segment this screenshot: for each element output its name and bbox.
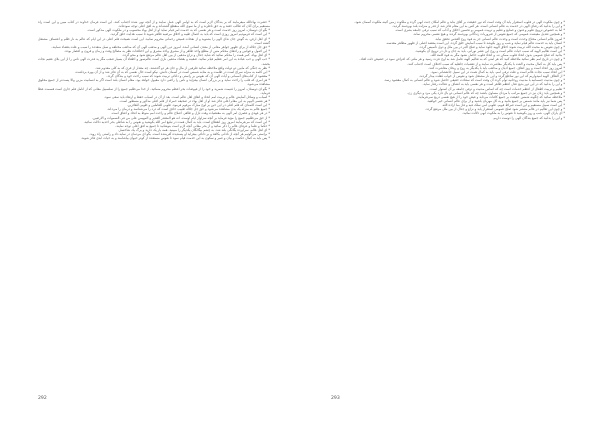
paragraph: * و این را بدانید که رضای الهی در خدمت به عالم انسانی است. هر کس به این مقام فائز شد از قدر و منزلت بلند بهره‌مند گردید. (392, 24, 565, 29)
left-page-number: 292 (38, 396, 47, 401)
right-page (300, 0, 600, 424)
paragraph: * این است که فرمودیم امروز روزی است که باید به اعمال طیبه و اخلاق مرضیه ظاهر شوید تا سبب هدایت خلق گردید. (110, 32, 270, 37)
paragraph: * این کلمه به منزله سراج است در ظلمت و به مثابه شمس است در آسمان دانش. نیکو است حال نفسی که به آن فائز شد و از آن بهره برداشت. (74, 69, 270, 74)
paragraph: * نظر به جنگی که مابین دو دولت واقع ملاحظه نمائید طرفین از مال و جان هر دو گذشتند. چه مقدار از قری که به کلی معدوم شد. (95, 65, 270, 70)
paragraph: * بگو ای دوستان، امروز را غنیمت شمرید و خود را از فیوضات بحر اعظم محروم منمائید. از خدا می‌طلبم جمیع را از سلسبیل معانی که از انامل قلم جاری است قسمت عطا فرماید. (38, 86, 270, 95)
paragraph: * این است سبیل مستقیم و این است صراط قویم. طوبی لمن سلک فیه و فاز بما اراده الله. (441, 103, 565, 108)
paragraph: * این است که می‌فرمایند امروز روز انقطاع است. باید به کمال همت در تبلیغ امر الله بکوشید و نفوس را به شاطی بحر احدیه دلالت نمائید. (83, 119, 270, 124)
paragraph: * حب الهی و حب عباده به این امر عظیم قیام نمائید. ضغینه و بغضاء مذهبی ناری است عالم‌سوز و اطفاء آن بسیار صعب مگر ید قدرت الهی ناس را از این بلای عقیم نجات بخشد. (38, 57, 270, 66)
paragraph: * از حق می‌طلبیم جمیع را مؤید فرماید بر آنچه سزاوار ایام اوست. انه هو المقتدر القدیر و المهیمن علی من فی السموات و الارضین. (91, 115, 270, 120)
paragraph: * ای اهل ارض، به گوش جان ندای الهی را بشنوید و از نفحات قمیص رحمانی محروم نمانید. این است نصیحت قلم اعلی در این ایام که عالم به نار ظلم و اعتساف مشتعل گشته است. (38, 36, 270, 45)
paragraph: * حق جل جلاله از برای ظهور جواهر معانی از معدن انسانی آمده. امروز دین الهی و مذهب الهی آن که مذاهب مختلفه و سبل متعدده را سبب و علت بغضاء ننمایند. (51, 44, 270, 49)
paragraph: * و چون در تاریخ امم نظر نمائید ملاحظه کنید که هر امتی که به تعالیم الهیه عامل شد به اوج عزت رسید و هر ملتی که اعراض نمود در حضیض ذلت افتاد. (359, 57, 565, 62)
paragraph: * هر نفسی الیوم به این مقام اعلی فائز شد او از اهل بهاء در صحیفه حمراء از قلم اعلی مذکور و مسطور است. (119, 98, 270, 103)
paragraph: * پس باید کل به کمال محبت و الفت با یکدیگر معاشرت نمایند و از تعصبات جاهلیه که سبب اختلاف است اجتناب کنند. (407, 61, 565, 66)
paragraph: * پس باید به کمال حکمت و بیان و صبر و سکون به این خدمت قیام نمود تا نفوس مستعده از کوثر حیوان بیاشامند و به حیات ابدی فائز شوند. (80, 136, 270, 141)
paragraph: * ای اهل عالم، سراپرده یگانگی بلند شد. به چشم بیگانگان یکدیگر را مبینید. همه بار یک دارید و برگ یک شاخسار. (117, 128, 270, 133)
paragraph: * اسباب و وسائل آسایش عالم و تربیت امم اتحاد و اتفاق اهل عالم است. بعد از آن در اسباب حفظ و ارتقاء باید سعی نمود. (103, 94, 270, 99)
paragraph: * اما به خصوص ترویج علوم و فنون و صنایع و تعلیم و تربیت عمومی و تحسین اخلاق و آداب که سبب ترقی جامعه بشری است. (394, 28, 565, 33)
paragraph: * ملاحظه نمائید که چگونه شمس حقیقت بر جمیع کائنات می‌تابد و فیض خود را از هیچ نفسی دریغ نمی‌فرماید. (417, 94, 565, 99)
paragraph: * و همچنین باید زنان نیز در جمیع مراتب با مردان مساوی باشند چه که عالم انسانی دو بال دارد یکی مرد و دیگری زن. (406, 90, 565, 95)
paragraph: * این اتحاد سبب نجات عالم است و علت ترقی امم. باید به کمال همت در این سبیل جانفشانی نمود. (430, 69, 565, 74)
paragraph: * حکما و علما و عرفای عالم را ذکر نمائید و از بحر معانی آنچه لازم است بنوشانید تا جمیع به افق اعلی توجه نمایند. (115, 123, 270, 128)
paragraph: * و چون مدنیت جسمانیه با مدنیت روحانیه توأم گردد آن وقت است که سعادت حقیقی حاصل شود و عالم انسانی به کمال مقصود رسد. (383, 78, 565, 83)
paragraph: * پس شما نیز باید مانند شمس بر جمیع بتابید و به کل مهربان باشید و از برای عالم انسانی خیر خواهید. (426, 98, 565, 103)
paragraph: * و چون ملکوت الهی در قلوب استقرار یابد آن وقت است که نور حقیقت بر آفاق بتابد و عالم امکان جنت ابهی گردد و ملکوت زمین آئینه ملکوت آسمان شود. (354, 20, 565, 24)
paragraph: * انسان باید به خدمت عالم قیام نماید و شب و روز بکوشد تا سبب آسایش خلق گردد. این است مقصد اصلی از ظهور مظاهر مقدسه. (385, 40, 565, 45)
paragraph: * و همچنین تعدیل معیشت عمومی که جمیع نفوس از ضروریات زندگانی بهره‌مند گردند و هیچ نفسی محروم نماند. (412, 32, 565, 37)
paragraph: * و چون نفوس به محبت الله تربیت شوند اخلاق الهیه جلوه نماید و صلح اکبر در بین ملل و دول تأسیس گردد. (418, 44, 565, 49)
paragraph: * امروز عالم انسانی محتاج وحدت است و وحدت عالم انسانی جز به قوه روح القدس تحقق نیابد. (434, 36, 565, 41)
paragraph: * ای یاران الهی، شب و روز بکوشید تا نفوس را به ملکوت ابهی دلالت نمائید. (462, 111, 565, 116)
paragraph: * حضرت بهاءالله میفرمایند که بر بندگان لازم است که به اوامر الهی عمل نمایند و از آنچه نهی شده اجتناب کنند. این است فرمان خداوند در کتاب مبین و این است راه مستقیم برای آنان که طالب حقند و به حق ناظرند و از ما سوی الله منقطع گشته‌اند و به افق اعلی توجه نموده‌اند. (38, 20, 270, 29)
left-page-text-column (38, 20, 270, 386)
paragraph: * جمیع عالم به منزله یک بدن مشاهده می‌شود و حق جل جلاله طبیب حاذق است که درد را می‌شناسد و درمان را می‌داند. (106, 107, 270, 112)
paragraph: * مقصود از کتاب‌های آسمانی و آیات الهی آن که نفوس بر راستی و دانائی تربیت شوند که سبب راحت خود و بندگان گردد. (106, 74, 270, 79)
paragraph: * براستی می‌گوئیم هر آنچه از نادانی بکاهد و بر دانائی بیفزاید او پسندیده آفریننده است. بگو ای مردمان در سایه داد و راستی راه روید. (89, 132, 270, 137)
paragraph: * ای اهل بهاء، کمر همت را محکم نمائید که شاید جدال و نزاع مذهبی از بین اهل عالم مرتفع شود و محو گردد. (121, 53, 270, 58)
right-page-number: 293 (331, 396, 340, 401)
paragraph: * این است تعالیم الهیه که سبب حیات عالم است و روح این عصر نورانی. باید به جان و دل در ترویج آن بکوشید. (415, 49, 565, 54)
paragraph: * امروز روز اتحاد است و روز اتفاق. جمیع ادیان و مذاهب باید با یکدیگر به روح و ریحان معاشرت کنند. (428, 65, 565, 70)
paragraph: * هر امری که قلب را راحت نماید و بر بزرگی انسان بیفزاید و ناس را راضی دارد مقبول خواهد بود. مقام انسان بلند است اگر به انسانیت مزین والا پست‌تر از جمیع مخلوق مشاهده می‌شود. (38, 78, 270, 87)
paragraph: * تعلیم و تربیت اطفال از اعظم خدمات است چه که اساس مدنیت و ترقی جامعه بر آن استوار است. (429, 86, 565, 91)
paragraph: * و چون این تعالیم در عالم منتشر شود صلح عمومی استقرار یابد و نزاع و جدال از بین ملل مرتفع گردد. (425, 107, 565, 112)
paragraph: * این است کلمه‌ای که قلم اعلی در این حین بر لوح مبارک مرقوم فرمود. طوبی للعاملین و طوبی للفائزین. (126, 103, 270, 108)
paragraph: * در هر عهدی و عصری امر الهی به مقتضیات وقت نازل و ظاهر. اصلاح عالم و راحت امم منوط به اتحاد و اتفاق است. (110, 111, 270, 116)
paragraph: * و این را بدانید که در این دور بدیع عدل اعظم ظاهر است و هر نفسی باید به انصاف و عدالت رفتار نماید. (422, 82, 565, 87)
paragraph: * بگو ای دوستان، امروز روز خدمت است و هر نفسی که به خدمت امر قیام نماید او از اهل بهاء محسوب و در ملکوت الهی مذکور است. (87, 28, 270, 33)
paragraph: * از الطاف الهیه امیدواریم که این نور ساطع گردد و این نار مشتعل شود و نفوس از خواب غفلت بیدار گردند. (418, 74, 565, 79)
paragraph: * این اصول و قوانین و راه‌های محکم متین از مطلع واحد ظاهر و از مشرق واحد مشرق و این اختلافات نظر به مصالح وقت و زمان و قرون و اعصار بوده. (64, 49, 270, 54)
right-page-text-column (331, 20, 565, 386)
paragraph: * بدانید که صلح عمومی بدون اتحاد قلوب ممکن نه. و اتحاد قلوب حاصل نشود مگر به قوه کلمة الله. (430, 53, 565, 58)
paragraph: * و این را بدانید که جمیع بندگان الهی را دوست داریم. (492, 115, 565, 120)
